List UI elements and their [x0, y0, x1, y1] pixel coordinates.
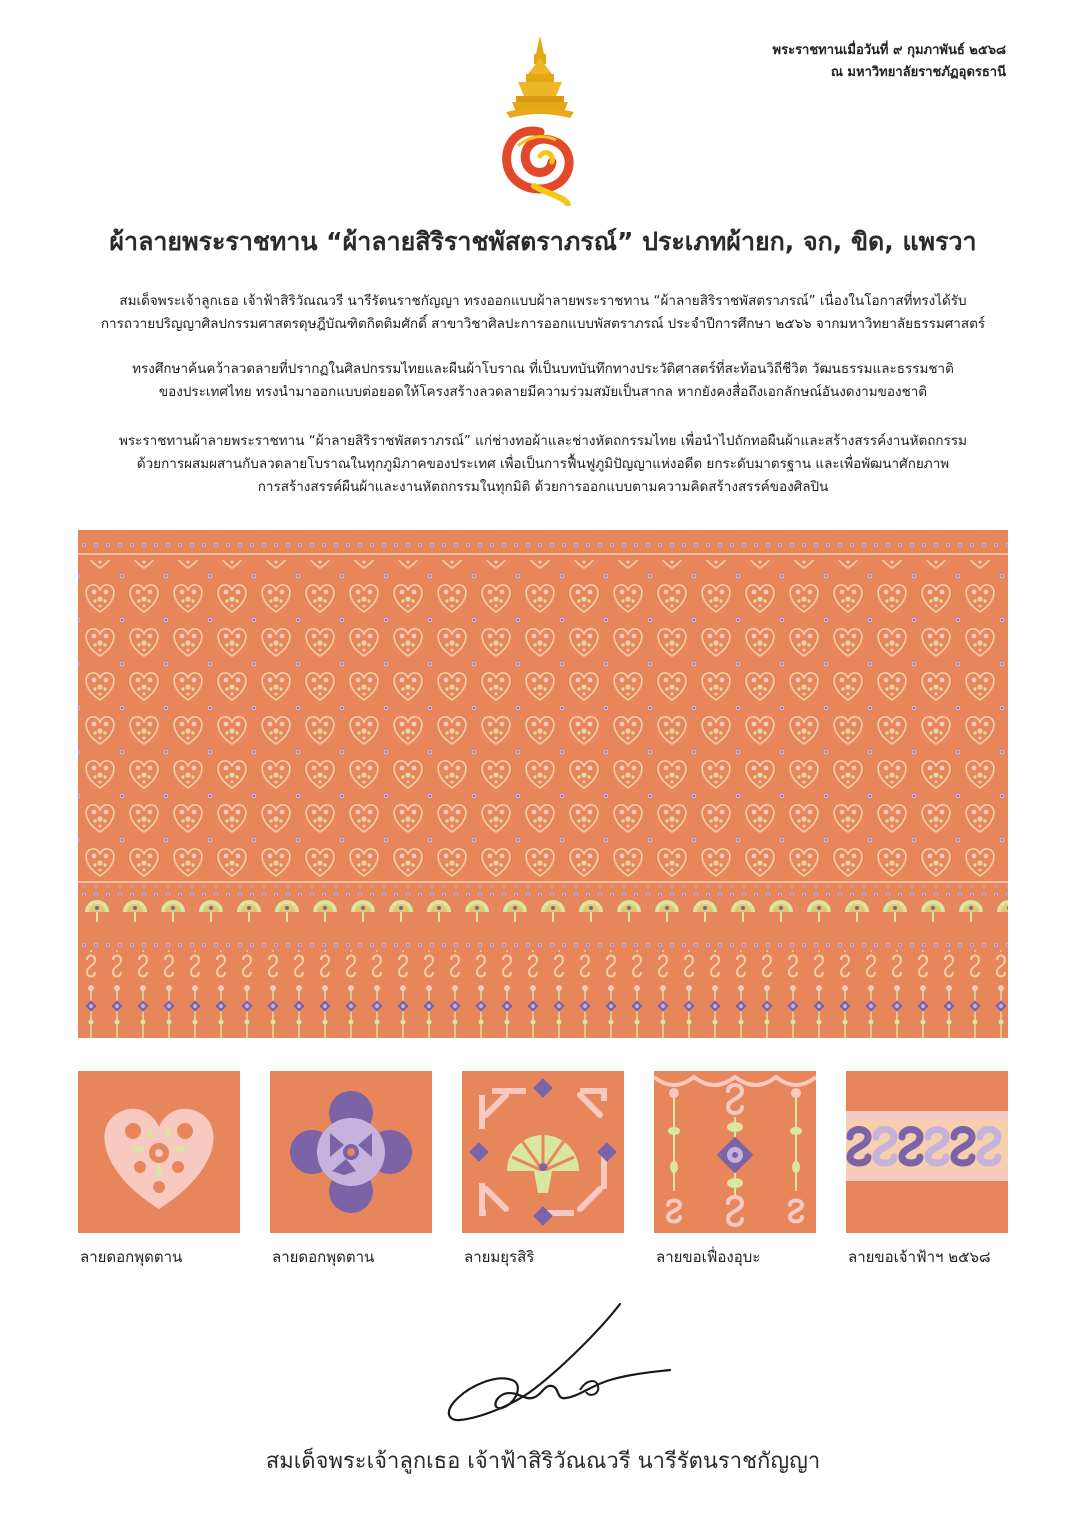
paragraph-line: การถวายปริญญาศิลปกรรมศาสตรดุษฎีบัณฑิตกิตติมศักดิ์ สาขาวิชาศิลปะการออกแบบพัสตราภรณ์ ประจำปีการศึกษา ๒๕๖๖ จากมหาวิทยาลัยธรรมศาสตร์: [100, 316, 986, 332]
fabric-pattern-preview: [78, 530, 1008, 1038]
swatch-label: ลายดอกพุดตาน: [80, 1248, 183, 1266]
hanging-garland-icon: [654, 1071, 816, 1233]
swatch-label: ลายขอเจ้าฟ้าฯ ๒๕๖๘: [848, 1248, 991, 1266]
issue-place-line: ณ มหาวิทยาลัยราชภัฏอุดรธานี: [830, 65, 1006, 80]
swatch-heart-motif: [78, 1071, 240, 1233]
paragraph-line: ด้วยการผสมผสานกับลวดลายโบราณในทุกภูมิภาคของประเทศ เพื่อเป็นการฟื้นฟูภูมิปัญญาแห่งอดีต ยกระดับมาตรฐาน และเพื่อพัฒนาศักยภาพ: [136, 456, 950, 472]
puttan-flower-icon: [270, 1071, 432, 1233]
signatory-name: สมเด็จพระเจ้าลูกเธอ เจ้าฟ้าสิริวัณณวรี นารีรัตนราชกัญญา: [265, 1449, 821, 1474]
paragraph-line: ทรงศึกษาค้นคว้าลวดลายที่ปรากฏในศิลปกรรมไทยและผืนผ้าโบราณ ที่เป็นบทบันทึกทางประวัติศาสตร์ที่สะท้อนวิถีชีวิต วัฒนธรรมและธรรมชาติ: [132, 361, 954, 377]
paragraph-3: [70, 430, 1016, 499]
swatch-hanging-garland: [654, 1071, 816, 1233]
swatch-label: ลายมยุรสิริ: [464, 1248, 535, 1266]
swatch-label: ลายขอเฟื่องอุบะ: [656, 1248, 761, 1266]
paragraph-line: สมเด็จพระเจ้าลูกเธอ เจ้าฟ้าสิริวัณณวรี นารีรัตนราชกัญญา ทรงออกแบบผ้าลายพระราชทาน “ผ้าลายสิริราชพัสตราภรณ์” เนื่องในโอกาสที่ทรงได้รับ: [119, 293, 967, 309]
swatch-puttan-flower: [270, 1071, 432, 1233]
paragraph-1: [70, 290, 1016, 336]
paragraph-line: การสร้างสรรค์ผืนผ้าและงานหัตถกรรมในทุกมิติ ด้วยการออกแบบตามความคิดสร้างสรรค์ของศิลปิน: [257, 479, 829, 495]
issue-date-line: พระราชทานเมื่อวันที่ ๙ กุมภาพันธ์ ๒๕๖๘: [772, 43, 1006, 58]
issue-date-note: [773, 40, 1006, 84]
document-title: ผ้าลายพระราชทาน “ผ้าลายสิริราชพัสตราภรณ์” ประเภทผ้ายก, จก, ขิด, แพรวา: [109, 227, 977, 256]
swatch-kho-hook-band: [846, 1071, 1008, 1233]
paragraph-2: [70, 358, 1016, 404]
paragraph-line: พระราชทานผ้าลายพระราชทาน “ผ้าลายสิริราชพัสตราภรณ์” แก่ช่างทอผ้าและช่างหัตถกรรมไทย เพื่อนำไปถักทอผืนผ้าและสร้างสรรค์งานหัตถกรรม: [118, 433, 967, 449]
royal-cipher-emblem: [498, 36, 582, 206]
peacock-motif-icon: [462, 1071, 624, 1233]
kho-hook-band-icon: [846, 1071, 1008, 1233]
handwritten-signature: [420, 1300, 680, 1430]
paragraph-line: ของประเทศไทย ทรงนำมาออกแบบต่อยอดให้โครงสร้างลวดลายมีความร่วมสมัยเป็นสากล หากยังคงสื่อถึงเอกลักษณ์อันงดงามของชาติ: [158, 384, 928, 400]
swatch-label: ลายดอกพุดตาน: [272, 1248, 375, 1266]
swatch-peacock-motif: [462, 1071, 624, 1233]
heart-motif-icon: [78, 1071, 240, 1233]
